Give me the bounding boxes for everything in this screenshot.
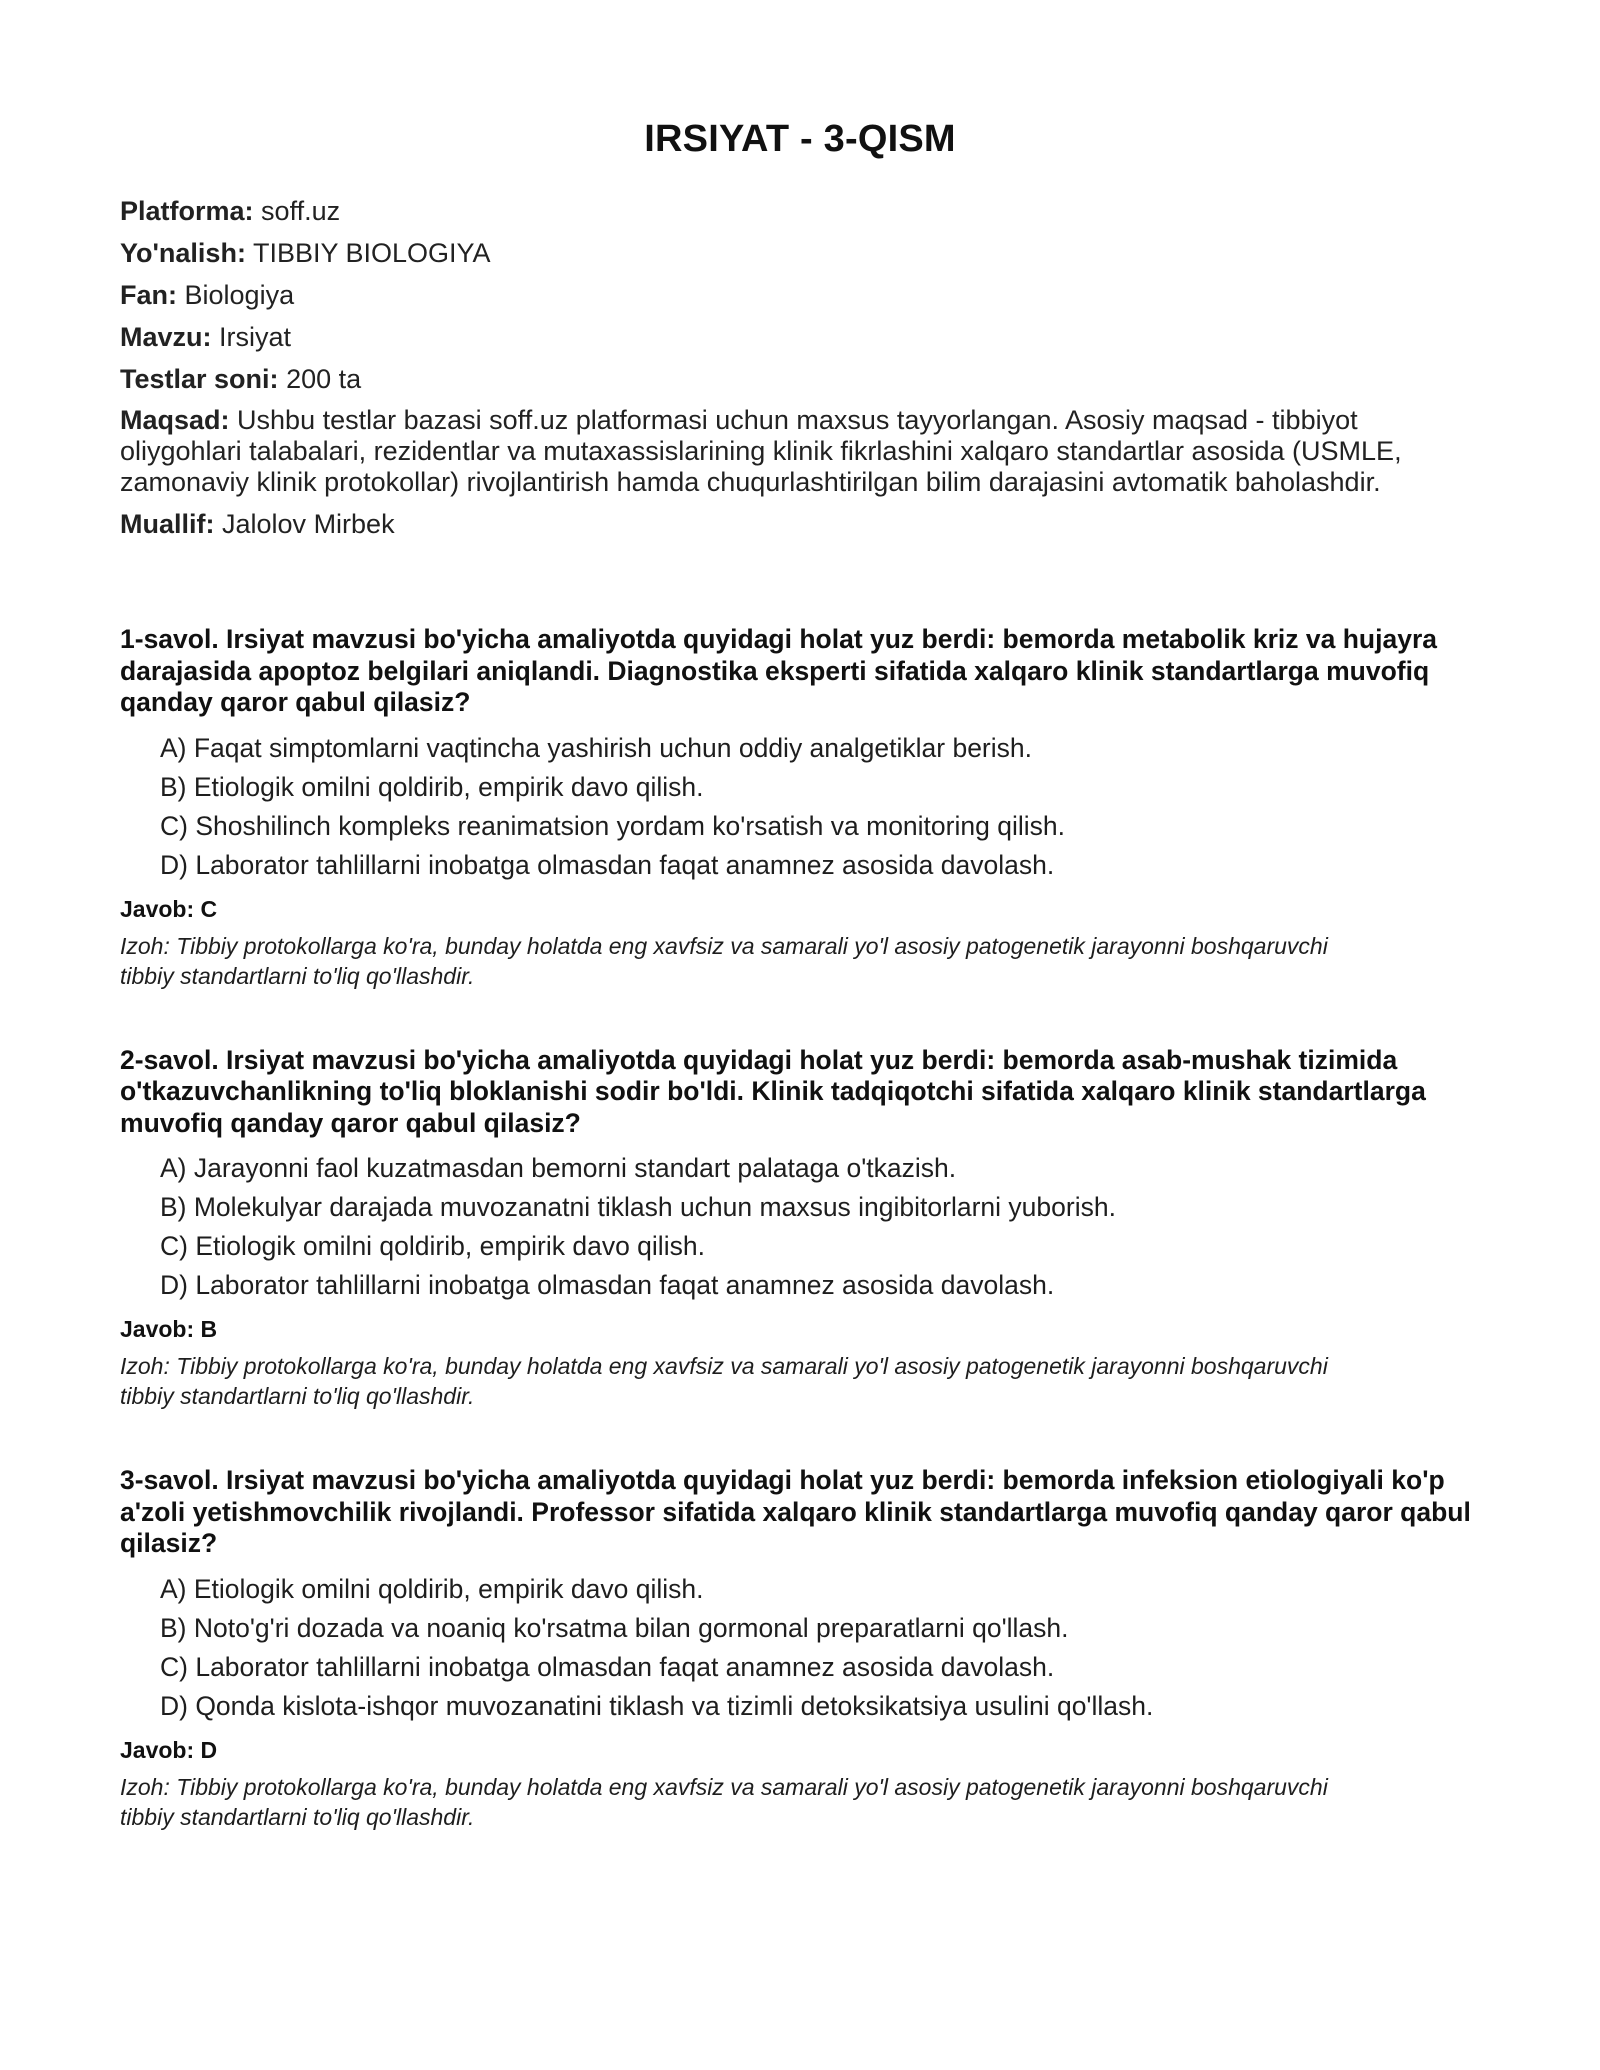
question-list [120, 624, 1480, 1832]
question-text: 3-savol. Irsiyat mavzusi bo'yicha amaliyotda quyidagi holat yuz berdi: bemorda infeksion etiologiyali ko'p a'zoli yetishmovchilik rivojlandi. Professor sifatida xalqaro klinik standartlarga muvofiq qanday qaror qabul qilasiz? [120, 1465, 1471, 1558]
option-a: A) Etiologik omilni qoldirib, empirik davo qilish. [160, 1573, 704, 1604]
meta-label: Muallif: [120, 509, 215, 539]
answer-explanation: Izoh: Tibbiy protokollarga ko'ra, bunday holatda eng xavfsiz va samarali yo'l asosiy patogenetik jarayonni boshqaruvchi tibbiy standartlarni to'liq qo'llashdir. [120, 1353, 1328, 1409]
question-block [120, 624, 1480, 991]
meta-platform [120, 195, 1480, 227]
meta-test-count [120, 363, 1480, 395]
meta-subject [120, 279, 1480, 311]
meta-author [120, 508, 1480, 540]
meta-label: Maqsad: [120, 405, 230, 435]
option-c: C) Shoshilinch kompleks reanimatsion yordam ko'rsatish va monitoring qilish. [160, 810, 1065, 841]
option-a: A) Faqat simptomlarni vaqtincha yashirish uchun oddiy analgetiklar berish. [160, 732, 1032, 763]
question-block [120, 1045, 1480, 1412]
question-text: 2-savol. Irsiyat mavzusi bo'yicha amaliyotda quyidagi holat yuz berdi: bemorda asab-mushak tizimida o'tkazuvchanlikning to'liq bloklanishi sodir bo'ldi. Klinik tadqiqotchi sifatida xalqaro klinik standartlarga muvofiq qanday qaror qabul qilasiz? [120, 1044, 1426, 1138]
answer-key: Javob: D [120, 1736, 218, 1763]
meta-label: Yo'nalish: [120, 238, 246, 268]
meta-value: soff.uz [261, 196, 341, 226]
meta-value: Irsiyat [219, 322, 292, 352]
meta-label: Mavzu: [120, 322, 212, 352]
option-b: B) Noto'g'ri dozada va noaniq ko'rsatma bilan gormonal preparatlarni qo'llash. [160, 1612, 1069, 1643]
option-c: C) Etiologik omilni qoldirib, empirik davo qilish. [160, 1231, 705, 1261]
option-a: A) Jarayonni faol kuzatmasdan bemorni standart palataga o'tkazish. [160, 1153, 957, 1183]
answer-key: Javob: B [120, 1316, 218, 1342]
option-b: B) Etiologik omilni qoldirib, empirik davo qilish. [160, 771, 704, 802]
document-page [120, 118, 1480, 1886]
meta-topic [120, 321, 1480, 353]
meta-goal [120, 405, 1480, 498]
answer-options [120, 1574, 1480, 1722]
answer-options [120, 733, 1480, 881]
option-d: D) Qonda kislota-ishqor muvozanatini tiklash va tizimli detoksikatsiya usulini qo'llash. [160, 1690, 1154, 1721]
answer-explanation: Izoh: Tibbiy protokollarga ko'ra, bunday holatda eng xavfsiz va samarali yo'l asosiy patogenetik jarayonni boshqaruvchi tibbiy standartlarni to'liq qo'llashdir. [120, 932, 1328, 989]
meta-label: Fan: [120, 280, 177, 310]
option-c: C) Laborator tahlillarni inobatga olmasdan faqat anamnez asosida davolash. [160, 1651, 1055, 1682]
meta-value: 200 ta [286, 364, 362, 394]
document-title: IRSIYAT - 3-QISM [644, 118, 956, 160]
answer-explanation: Izoh: Tibbiy protokollarga ko'ra, bunday holatda eng xavfsiz va samarali yo'l asosiy patogenetik jarayonni boshqaruvchi tibbiy standartlarni to'liq qo'llashdir. [120, 1773, 1328, 1830]
option-b: B) Molekulyar darajada muvozanatni tiklash uchun maxsus ingibitorlarni yuborish. [160, 1192, 1116, 1222]
meta-value: Biologiya [184, 280, 295, 310]
answer-key: Javob: C [120, 895, 218, 922]
option-d: D) Laborator tahlillarni inobatga olmasdan faqat anamnez asosida davolash. [160, 1270, 1055, 1300]
meta-value: Jalolov Mirbek [222, 509, 395, 539]
meta-value: Ushbu testlar bazasi soff.uz platformasi uchun maxsus tayyorlangan. Asosiy maqsad - tibbiyot oliygohlari talabalari, rezidentlar va mutaxassislarining klinik fikrlashini xalqaro standartlar asosida (USMLE, zamonaviy klinik protokollar) rivojlantirish hamda chuqurlashtirilgan bilim darajasini avtomatik baholashdir. [120, 405, 1402, 497]
question-block [120, 1465, 1480, 1832]
meta-value: TIBBIY BIOLOGIYA [252, 238, 491, 268]
meta-label: Testlar soni: [120, 364, 279, 394]
answer-options [120, 1153, 1480, 1301]
meta-label: Platforma: [120, 196, 254, 226]
meta-direction [120, 237, 1480, 269]
question-text: 1-savol. Irsiyat mavzusi bo'yicha amaliyotda quyidagi holat yuz berdi: bemorda metabolik kriz va hujayra darajasida apoptoz belgilari aniqlandi. Diagnostika eksperti sifatida xalqaro klinik standartlarga muvofiq qanday qaror qabul qilasiz? [120, 624, 1437, 717]
document-meta [120, 195, 1480, 540]
option-d: D) Laborator tahlillarni inobatga olmasdan faqat anamnez asosida davolash. [160, 849, 1055, 880]
